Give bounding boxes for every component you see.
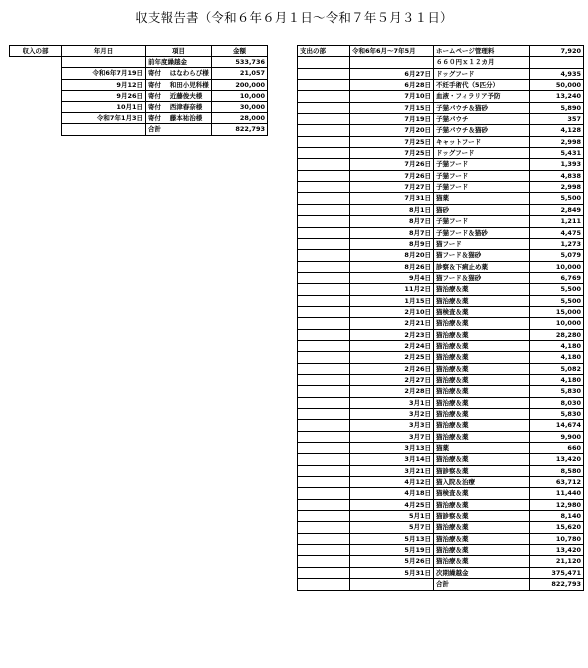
expense-amount: 12,980 (530, 499, 584, 510)
expense-amount: 2,998 (530, 136, 584, 147)
expense-item: 猫薬 (434, 443, 530, 454)
expense-date: 8月7日 (350, 216, 434, 227)
expense-row (298, 579, 584, 590)
expense-item: ドッグフード (434, 148, 530, 159)
expense-row (298, 567, 584, 578)
income-item: 寄付 はなわらび様 (146, 68, 212, 79)
empty-cell (298, 114, 350, 125)
empty-cell (298, 363, 350, 374)
empty-cell (298, 556, 350, 567)
expense-amount: 5,890 (530, 102, 584, 113)
income-item: 合計 (146, 124, 212, 135)
expense-date: 3月21日 (350, 465, 434, 476)
expense-row (298, 511, 584, 522)
expense-amount: 2,849 (530, 204, 584, 215)
empty-cell (10, 79, 62, 90)
expense-amount: 13,420 (530, 545, 584, 556)
empty-cell (298, 306, 350, 317)
expense-row (298, 148, 584, 159)
income-date (62, 124, 146, 135)
empty-cell (298, 533, 350, 544)
income-row (10, 102, 268, 113)
expense-period: 令和6年6月～7年5月 (350, 46, 434, 57)
expense-item: キャットフード (434, 136, 530, 147)
expense-date: 2月24日 (350, 340, 434, 351)
expense-amount: 10,780 (530, 533, 584, 544)
expense-item: 子猫フード (434, 159, 530, 170)
expense-amount: 5,082 (530, 363, 584, 374)
empty-cell (298, 499, 350, 510)
empty-cell (298, 193, 350, 204)
expense-date: 5月19日 (350, 545, 434, 556)
expense-row (298, 522, 584, 533)
empty-cell (298, 477, 350, 488)
expense-item: 子猫フード (434, 182, 530, 193)
empty-cell (298, 522, 350, 533)
expense-row (298, 306, 584, 317)
expense-section-label: 支出の部 (298, 46, 350, 57)
expense-amount: 14,674 (530, 420, 584, 431)
expense-item: 猫入院＆治療 (434, 477, 530, 488)
expense-date: 3月14日 (350, 454, 434, 465)
empty-cell (10, 57, 62, 68)
expense-amount: 5,431 (530, 148, 584, 159)
expense-item: ６６０円ｘ１２カ月 (434, 57, 530, 68)
expense-amount: 1,211 (530, 216, 584, 227)
expense-item: 子猫パウチ＆猫砂 (434, 102, 530, 113)
expense-row (298, 272, 584, 283)
expense-row (298, 250, 584, 261)
empty-cell (298, 250, 350, 261)
expense-date: 7月19日 (350, 114, 434, 125)
expense-row (298, 556, 584, 567)
expense-date: 3月3日 (350, 420, 434, 431)
expense-date: 7月27日 (350, 182, 434, 193)
expense-amount: 7,920 (530, 46, 584, 57)
expense-amount: 4,838 (530, 170, 584, 181)
expense-date: 3月2日 (350, 409, 434, 420)
income-row (10, 90, 268, 101)
expense-amount: 5,079 (530, 250, 584, 261)
expense-date: 6月28日 (350, 80, 434, 91)
expense-date: 8月1日 (350, 204, 434, 215)
expense-amount: 13,240 (530, 91, 584, 102)
income-item: 寄付 近藤俊夫様 (146, 90, 212, 101)
expense-amount: 5,500 (530, 295, 584, 306)
expense-item: 猫フード (434, 238, 530, 249)
expense-date: 4月18日 (350, 488, 434, 499)
expense-date: 5月13日 (350, 533, 434, 544)
expense-item: 診察＆下痢止め薬 (434, 261, 530, 272)
expense-amount: 1,393 (530, 159, 584, 170)
expense-amount: 11,440 (530, 488, 584, 499)
empty-cell (298, 567, 350, 578)
expense-date: 4月25日 (350, 499, 434, 510)
expense-amount: 8,140 (530, 511, 584, 522)
income-amount: 533,736 (212, 57, 268, 68)
empty-cell (298, 91, 350, 102)
expense-date: 4月12日 (350, 477, 434, 488)
expense-item: 次期繰越金 (434, 567, 530, 578)
empty-cell (298, 329, 350, 340)
empty-cell (298, 431, 350, 442)
expense-item: 猫砂 (434, 204, 530, 215)
expense-date: 5月31日 (350, 567, 434, 578)
expense-date: 2月21日 (350, 318, 434, 329)
empty-cell (298, 182, 350, 193)
expense-date: 2月23日 (350, 329, 434, 340)
expense-row (298, 238, 584, 249)
expense-date: 2月25日 (350, 352, 434, 363)
expense-item: 猫治療＆薬 (434, 397, 530, 408)
empty-cell (298, 465, 350, 476)
income-table (9, 45, 268, 136)
empty-cell (298, 386, 350, 397)
item-column-header: 項目 (146, 46, 212, 57)
expense-row (298, 216, 584, 227)
empty-cell (298, 170, 350, 181)
expense-amount: 10,000 (530, 318, 584, 329)
empty-cell (298, 318, 350, 329)
expense-row (298, 193, 584, 204)
expense-row (298, 91, 584, 102)
expense-item: 猫治療＆薬 (434, 522, 530, 533)
empty-cell (298, 272, 350, 283)
expense-amount: 4,180 (530, 352, 584, 363)
income-amount: 200,000 (212, 79, 268, 90)
expense-row (298, 374, 584, 385)
empty-cell (298, 204, 350, 215)
expense-date: 7月31日 (350, 193, 434, 204)
expense-amount: 28,280 (530, 329, 584, 340)
income-amount: 822,793 (212, 124, 268, 135)
expense-amount: 375,471 (530, 567, 584, 578)
expense-item: ドッグフード (434, 68, 530, 79)
expense-row (298, 340, 584, 351)
expense-amount: 660 (530, 443, 584, 454)
expense-row (298, 57, 584, 68)
income-amount: 21,057 (212, 68, 268, 79)
expense-amount: 4,180 (530, 374, 584, 385)
income-date: 9月12日 (62, 79, 146, 90)
expense-row (298, 488, 584, 499)
expense-date: 8月26日 (350, 261, 434, 272)
empty-cell (10, 90, 62, 101)
expense-row (298, 182, 584, 193)
expense-row (298, 102, 584, 113)
expense-row (298, 114, 584, 125)
expense-item: 猫治療＆薬 (434, 420, 530, 431)
expense-row (298, 386, 584, 397)
empty-cell (298, 159, 350, 170)
empty-cell (298, 136, 350, 147)
expense-amount: 63,712 (530, 477, 584, 488)
expense-amount: 822,793 (530, 579, 584, 590)
expense-row (298, 443, 584, 454)
income-date: 10月1日 (62, 102, 146, 113)
expense-row (298, 159, 584, 170)
expense-row (298, 170, 584, 181)
expense-date: 7月10日 (350, 91, 434, 102)
income-section-label: 収入の部 (10, 46, 62, 57)
expense-amount: 50,000 (530, 80, 584, 91)
expense-item: 猫治療＆薬 (434, 499, 530, 510)
expense-row (298, 46, 584, 57)
expense-date: 11月2日 (350, 284, 434, 295)
expense-date: 7月25日 (350, 148, 434, 159)
expense-item: 猫治療＆薬 (434, 533, 530, 544)
empty-cell (298, 409, 350, 420)
expense-item: 子猫フード (434, 170, 530, 181)
expense-row (298, 295, 584, 306)
expense-amount: 4,475 (530, 227, 584, 238)
income-date: 令和6年7月19日 (62, 68, 146, 79)
expense-date: 5月7日 (350, 522, 434, 533)
income-item: 寄付 和田小児科様 (146, 79, 212, 90)
expense-amount: 4,180 (530, 340, 584, 351)
expense-item: 猫治療＆薬 (434, 386, 530, 397)
expense-item: 猫治療＆薬 (434, 454, 530, 465)
empty-cell (298, 420, 350, 431)
empty-cell (298, 397, 350, 408)
empty-cell (298, 261, 350, 272)
empty-cell (298, 102, 350, 113)
income-date: 令和7年1月3日 (62, 113, 146, 124)
expense-amount: 15,620 (530, 522, 584, 533)
expense-item: 猫診察＆薬 (434, 465, 530, 476)
expense-date: 8月9日 (350, 238, 434, 249)
expense-amount: 21,120 (530, 556, 584, 567)
date-column-header: 年月日 (62, 46, 146, 57)
expense-date: 7月15日 (350, 102, 434, 113)
expense-item: 猫フード＆猫砂 (434, 272, 530, 283)
empty-cell (298, 148, 350, 159)
income-row (10, 57, 268, 68)
empty-cell (10, 102, 62, 113)
expense-row (298, 545, 584, 556)
income-row (10, 79, 268, 90)
expense-amount: 4,128 (530, 125, 584, 136)
expense-item: 猫治療＆薬 (434, 295, 530, 306)
expense-date: 5月1日 (350, 511, 434, 522)
expense-row (298, 409, 584, 420)
expense-item: 猫治療＆薬 (434, 363, 530, 374)
expense-item: 猫治療＆薬 (434, 431, 530, 442)
expense-date: 7月25日 (350, 136, 434, 147)
income-item: 前年度繰越金 (146, 57, 212, 68)
expense-date: 8月20日 (350, 250, 434, 261)
expense-row (298, 261, 584, 272)
expense-row (298, 397, 584, 408)
expense-row (298, 227, 584, 238)
empty-cell (298, 80, 350, 91)
expense-date: 7月26日 (350, 159, 434, 170)
expense-amount: 5,500 (530, 193, 584, 204)
expense-date: 2月27日 (350, 374, 434, 385)
income-row (10, 124, 268, 135)
expense-amount: 8,030 (530, 397, 584, 408)
expense-amount: 9,900 (530, 431, 584, 442)
expense-row (298, 454, 584, 465)
expense-item: 猫検査＆薬 (434, 488, 530, 499)
income-amount: 30,000 (212, 102, 268, 113)
income-item: 寄付 藤本祐治様 (146, 113, 212, 124)
expense-row (298, 533, 584, 544)
income-date (62, 57, 146, 68)
income-item: 寄付 西津春奈様 (146, 102, 212, 113)
income-row (10, 113, 268, 124)
expense-row (298, 80, 584, 91)
expense-row (298, 318, 584, 329)
empty-cell (298, 125, 350, 136)
expense-date (350, 57, 434, 68)
expense-date: 2月28日 (350, 386, 434, 397)
expense-item: 猫治療＆薬 (434, 556, 530, 567)
empty-cell (10, 113, 62, 124)
expense-amount: 5,830 (530, 409, 584, 420)
expense-row (298, 465, 584, 476)
empty-cell (298, 579, 350, 590)
empty-cell (298, 545, 350, 556)
expense-item: 猫治療＆薬 (434, 409, 530, 420)
expense-amount: 10,000 (530, 261, 584, 272)
expense-row (298, 420, 584, 431)
income-date: 9月26日 (62, 90, 146, 101)
empty-cell (298, 352, 350, 363)
expense-item: 子猫フード (434, 216, 530, 227)
empty-cell (298, 216, 350, 227)
expense-date: 7月26日 (350, 170, 434, 181)
expense-row (298, 363, 584, 374)
empty-cell (298, 68, 350, 79)
expense-date: 2月26日 (350, 363, 434, 374)
expense-amount: 1,273 (530, 238, 584, 249)
expense-item: 子猫パウチ＆猫砂 (434, 125, 530, 136)
expense-item: 猫フード＆猫砂 (434, 250, 530, 261)
expense-item: 猫治療＆薬 (434, 352, 530, 363)
empty-cell (10, 124, 62, 135)
expense-item: 子猫パウチ (434, 114, 530, 125)
empty-cell (298, 374, 350, 385)
empty-cell (298, 227, 350, 238)
empty-cell (298, 454, 350, 465)
empty-cell (298, 238, 350, 249)
amount-column-header: 金額 (212, 46, 268, 57)
empty-cell (298, 511, 350, 522)
expense-item: 血液・フィラリア予防 (434, 91, 530, 102)
empty-cell (298, 488, 350, 499)
income-row (10, 68, 268, 79)
expense-date: 3月7日 (350, 431, 434, 442)
expense-date (350, 579, 434, 590)
expense-row (298, 499, 584, 510)
expense-row (298, 431, 584, 442)
expense-item: ホームページ管理料 (434, 46, 530, 57)
expense-date: 7月20日 (350, 125, 434, 136)
expense-table (297, 45, 584, 591)
expense-date: 6月27日 (350, 68, 434, 79)
empty-cell (298, 340, 350, 351)
expense-item: 不妊手術代（5匹分） (434, 80, 530, 91)
expense-item: 猫治療＆薬 (434, 340, 530, 351)
expense-item: 子猫フード＆猫砂 (434, 227, 530, 238)
expense-amount: 15,000 (530, 306, 584, 317)
income-amount: 10,000 (212, 90, 268, 101)
expense-row (298, 352, 584, 363)
expense-amount: 6,769 (530, 272, 584, 283)
expense-date: 3月1日 (350, 397, 434, 408)
expense-amount: 13,420 (530, 454, 584, 465)
expense-date: 1月15日 (350, 295, 434, 306)
expense-row (298, 68, 584, 79)
expense-date: 8月7日 (350, 227, 434, 238)
expense-item: 猫検査＆薬 (434, 306, 530, 317)
expense-row (298, 477, 584, 488)
expense-item: 猫治療＆薬 (434, 284, 530, 295)
expense-date: 5月26日 (350, 556, 434, 567)
expense-date: 3月13日 (350, 443, 434, 454)
expense-date: 9月4日 (350, 272, 434, 283)
expense-amount: 357 (530, 114, 584, 125)
report-title: 収支報告書（令和６年６月１日～令和７年５月３１日） (135, 10, 453, 25)
expense-item: 合計 (434, 579, 530, 590)
expense-item: 猫治療＆薬 (434, 374, 530, 385)
expense-amount: 2,998 (530, 182, 584, 193)
expense-row (298, 125, 584, 136)
income-amount: 28,000 (212, 113, 268, 124)
expense-amount: 5,500 (530, 284, 584, 295)
expense-row (298, 204, 584, 215)
income-header-row (10, 46, 268, 57)
expense-row (298, 284, 584, 295)
expense-amount: 4,935 (530, 68, 584, 79)
expense-amount (530, 57, 584, 68)
expense-item: 猫薬 (434, 193, 530, 204)
expense-item: 猫治療＆薬 (434, 545, 530, 556)
expense-amount: 5,830 (530, 386, 584, 397)
empty-cell (298, 295, 350, 306)
expense-item: 猫治療＆薬 (434, 329, 530, 340)
empty-cell (298, 57, 350, 68)
empty-cell (298, 284, 350, 295)
empty-cell (298, 443, 350, 454)
expense-item: 猫診察＆薬 (434, 511, 530, 522)
expense-row (298, 329, 584, 340)
expense-row (298, 136, 584, 147)
empty-cell (10, 68, 62, 79)
expense-date: 2月10日 (350, 306, 434, 317)
expense-amount: 8,580 (530, 465, 584, 476)
expense-item: 猫治療＆薬 (434, 318, 530, 329)
